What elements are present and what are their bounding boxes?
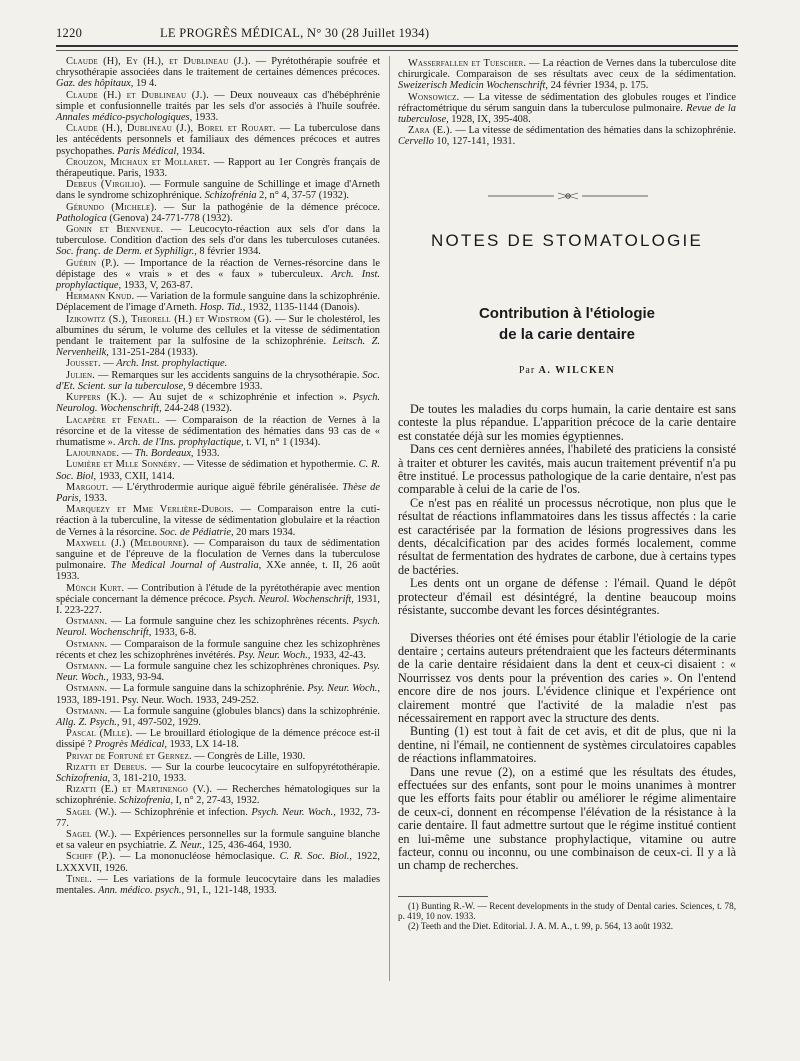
page-number: 1220: [56, 26, 83, 40]
reference-authors: Margout.: [66, 481, 109, 493]
reference-entry: [398, 125, 736, 147]
reference-title: — Rapport au 1er Congrès français de thérapeutique. Paris, 1933.: [56, 156, 380, 180]
article-body: [398, 403, 736, 873]
reference-details: 1922, LXXXVII, 1926.: [56, 851, 380, 874]
reference-title: — La formule sanguine chez les schizophrènes récents.: [107, 616, 353, 628]
reference-entry: [56, 829, 380, 851]
reference-title: — Schizophrénie et infection.: [117, 806, 252, 818]
reference-details: 1933, 42-43.: [310, 649, 366, 661]
reference-details: (Genova) 24-771-778 (1932).: [106, 212, 233, 224]
reference-authors: Izikowitz (S.), Theorell (H.) et Widstrom (G).: [66, 313, 272, 325]
reference-source: Soc. de Pédiatrie,: [159, 526, 234, 538]
reference-source: Annales médico-psychologiques,: [56, 112, 193, 124]
reference-entry: [56, 224, 380, 258]
reference-source: Psych. Neurolog. Wochenschrift,: [56, 392, 380, 415]
reference-details: 9 décembre 1933.: [185, 380, 263, 392]
reference-title: — Les variations de la formule leucocytaire dans les maladies mentales.: [56, 873, 380, 897]
left-column-references: [56, 56, 380, 896]
page-header: [56, 26, 746, 42]
reference-authors: Crouzon, Michaux et Mollaret.: [66, 156, 211, 168]
reference-source: Psych. Neur. Woch.,: [251, 806, 336, 818]
reference-details: I, n° 2, 27-43, 1932.: [173, 795, 260, 807]
reference-authors: Ostmann.: [66, 616, 108, 628]
reference-entry: [56, 90, 380, 124]
reference-authors: Claude (H), Ey (H.), et Dublineau (J.).: [66, 56, 251, 67]
reference-details: 1932, 1135-1144 (Danois).: [245, 302, 360, 314]
article-paragraph: Les dents ont un organe de défense : l'émail. Quand le dépôt protecteur d'émail est désintégré, la dentine beaucoup moins résistante, succombe devant les forces désintégrantes.: [398, 576, 736, 618]
reference-entry: [56, 639, 380, 661]
reference-authors: Kuppers (K.).: [66, 392, 128, 404]
reference-source: Psych. Neurol. Wochenschrift,: [228, 593, 354, 605]
reference-entry: [56, 616, 380, 638]
reference-authors: Ostmann.: [66, 660, 108, 672]
reference-source: Soc. d'Et. Scient. sur la tuberculose,: [56, 369, 380, 392]
reference-entry: [56, 762, 380, 784]
paragraph-gap: [398, 618, 736, 632]
reference-title: — Le brouillard étiologique de la démence précoce est-il dissipé ?: [56, 728, 380, 751]
reference-details: 1928, IX, 395-408.: [448, 114, 531, 126]
reference-title: —: [100, 358, 117, 370]
reference-entry: [56, 358, 380, 369]
reference-authors: Gérundo (Michele).: [66, 201, 157, 213]
reference-entry: [56, 807, 380, 829]
reference-source: Psy. Neur. Woch.,: [56, 660, 380, 684]
reference-source: Progrès Médical,: [94, 739, 168, 751]
reference-authors: Ostmann.: [66, 705, 108, 717]
reference-authors: Rizatti (E.) et Martinengo (V.).: [66, 784, 213, 796]
reference-entry: [56, 459, 380, 481]
footnote: (2) Teeth and the Diet. Editorial. J. A. M. A., t. 99, p. 564, 13 août 1932.: [408, 921, 674, 932]
reference-details: 8 février 1934.: [196, 246, 261, 258]
reference-details: 10, 127-141, 1931.: [433, 136, 516, 148]
reference-title: — Formule sanguine de Schillinge et image d'Arneth dans le syndrome schizophrénique.: [56, 179, 380, 202]
reference-details: 1931, I. 223-227.: [56, 593, 381, 616]
reference-title: — Remarques sur les accidents sanguins de la chrysothérapie.: [95, 369, 363, 381]
reference-authors: Jousset.: [66, 358, 101, 370]
reference-title: — Comparaison de la formule sanguine chez les schizophrènes récents et chez les schizophrènes invétérés.: [56, 638, 380, 661]
reference-title: — La tuberculose dans les antécédents personnels et familiaux des démences précoces et autres psychopathes.: [56, 123, 381, 157]
article-title: [398, 303, 736, 345]
ornament-divider: [488, 191, 648, 201]
reference-entry: [56, 258, 380, 292]
reference-authors: Schiff (P.).: [66, 851, 116, 863]
reference-details: 91, I., 121-148, 1933.: [184, 885, 277, 897]
reference-source: Arch. de l'Ins. prophylactique,: [118, 436, 244, 448]
reference-title: — Sur la pathogénie de la démence précoce.: [156, 201, 380, 213]
reference-authors: Claude (H.), Dublineau (J.), Borel et Rouart.: [66, 123, 276, 135]
reference-entry: [56, 314, 380, 359]
reference-entry: [56, 370, 380, 392]
reference-source: Gaz. des hôpitaux,: [56, 78, 134, 90]
reference-authors: Claude (H.) et Dublineau (J.).: [66, 89, 209, 101]
reference-title: — Pyrétothérapie soufrée et chrysothérapie associées dans le traitement de certaines démences précoces.: [56, 56, 380, 79]
reference-title: — La formule sanguine (globules blancs) dans la schizophrénie.: [107, 705, 380, 717]
reference-title: — Expériences personnelles sur la formule sanguine blanche et sa valeur en psychiatrie.: [56, 829, 380, 852]
reference-details: XXe année, t. II, 26 août 1933.: [56, 560, 380, 583]
reference-authors: Tinel.: [66, 873, 93, 885]
author-name: A. WILCKEN: [538, 365, 616, 376]
reference-details: 1934.: [178, 145, 205, 157]
reference-details: 125, 436-464, 1930.: [204, 840, 292, 852]
reference-source: Ann. médico. psych.,: [98, 885, 185, 897]
reference-details: 131-251-284 (1933).: [108, 347, 198, 359]
footnote: (1) Bunting R.-W. — Recent developments in the study of Dental caries. Sciences, t. 78, p. 419, 10 nov. 1933.: [398, 901, 736, 922]
reference-entry: [56, 784, 380, 806]
reference-source: Schizofrenia,: [56, 773, 111, 784]
reference-title: — Sur le cholestérol, les albumines du sérum, le volume des cellules et la vitesse de sédimentation pendant le traitement par la sulfosine de la schizophrénie.: [56, 313, 380, 348]
reference-authors: Guérin (P.).: [66, 257, 120, 269]
reference-details: 1932, 73-77.: [56, 806, 380, 829]
reference-title: — Vitesse de sédimation et hypothermie.: [180, 459, 359, 471]
reference-details: 1933.: [81, 492, 108, 504]
reference-title: — La mononucléose hémoclasique.: [115, 851, 280, 863]
reference-entry: [56, 683, 380, 705]
reference-authors: Ostmann.: [66, 683, 108, 695]
reference-authors: Lacapère et Fenaël.: [66, 414, 160, 426]
reference-authors: Julien.: [66, 369, 96, 381]
reference-entry: [56, 583, 380, 617]
reference-details: 1933.: [192, 112, 219, 124]
reference-authors: Marquezy et Mme Verlière-Dubois.: [66, 504, 234, 516]
reference-source: Soc. franç. de Derm. et Syphiligr.,: [56, 246, 197, 258]
reference-title: — Congrès de Lille, 1930.: [191, 750, 306, 762]
footnote-rule: [398, 896, 488, 897]
reference-source: Psy. Neur. Woch.,: [307, 683, 380, 695]
reference-source: Arch. Inst. prophylactique.: [116, 358, 228, 370]
reference-entry: [56, 157, 380, 179]
reference-entry: [56, 392, 380, 414]
reference-title: — Variation de la formule sanguine dans la schizophrénie. Déplacement de l'image d'Arneth.: [56, 291, 380, 314]
reference-title: — Contribution à l'étude de la pyrétothérapie avec mention spéciale concernant la démence précoce.: [56, 582, 380, 605]
column-divider: [389, 56, 390, 981]
article-paragraph: Ce n'est pas en réalité un processus nécrotique, non plus que le résultat de réactions inflammatoires dans les tissus affectés : la carie est caractérisée par la formation de lésions progressives dans les dents, décalcification par des acides formés localement, comme résultat de fermentation des hydrates de carbone, due à certains types de bactéries.: [398, 495, 736, 577]
reference-source: Cervello: [398, 136, 434, 148]
article-paragraph: Dans ces cent dernières années, l'habileté des praticiens la consisté à traiter et obturer les cavités, mais aucun traitement préventif n'a pu être institué. Le processus pathologique de la carie dentaire, n'est pas comparable à celui de la carie de l'os.: [398, 442, 736, 497]
reference-entry: [56, 751, 380, 762]
running-title: LE PROGRÈS MÉDICAL, N° 30 (28 Juillet 1934): [160, 26, 430, 40]
reference-title: — L'érythrodermie aurique aiguë fébrile généralisée.: [108, 481, 343, 493]
reference-source: C. R. Soc. Biol,: [56, 459, 380, 482]
reference-entry: [56, 661, 380, 683]
article-paragraph: De toutes les maladies du corps humain, la carie dentaire est sans conteste la plus répandue. L'apparition précoce de la carie dentaire est constatée déjà sur les momies égyptiennes.: [398, 402, 736, 443]
byline-prefix: Par: [518, 365, 536, 376]
reference-entry: [56, 482, 380, 504]
reference-authors: Debeus (Virgilio).: [66, 179, 147, 191]
reference-title: — Au sujet de « schizophrénie et infection ».: [127, 392, 353, 404]
reference-authors: Rizatti et Debeus.: [66, 761, 148, 773]
reference-authors: Lajournade.: [66, 448, 120, 460]
reference-source: Th. Bordeaux,: [134, 448, 194, 460]
reference-source: Leitsch. Z. Nervenheilk,: [56, 336, 380, 359]
reference-source: Schizofrenia,: [118, 795, 174, 807]
reference-title: — La vitesse de sédimentation des globules rouges et l'indice réfractométrique du sérum sanguin dans la tuberculose pulmonaire.: [398, 91, 736, 114]
reference-details: 244-248 (1932).: [161, 403, 232, 415]
reference-entry: [56, 706, 380, 728]
article-paragraph: Dans une revue (2), on a estimé que les résultats des études, effectuées sur des enfants, sont pour le moins unanimes à montrer que les efforts faits pour établir ou améliorer le régime alimentaire de ceux-ci, donnent en récompense l'élévation de la résistance à la carie dentaire. Il faut admettre surtout que le régime institué contient en lui-même une substance prophylactique, vitamine ou autre facteur, connu ou inconnu, ou une combinaison de ceux-ci. Il y a là un champ de recherches.: [398, 764, 736, 873]
reference-source: Paris Médical,: [117, 145, 179, 157]
reference-title: — La réaction de Vernes dans la tuberculose dite chirurgicale. Comparaison de ses résultats avec ceux de la sédimentation.: [398, 58, 736, 81]
reference-entry: [398, 92, 736, 126]
reference-title: — Leucocyto-réaction aux sels d'or dans la tuberculose. Condition d'action des sels d'or dans les tuberculoses cutanées.: [56, 224, 380, 247]
reference-entry: [56, 728, 380, 750]
reference-authors: Sagel (W.).: [66, 806, 118, 818]
reference-title: — Comparaison entre la cuti-réaction à la tuberculine, la vitesse de sédimentation globulaire et la réaction de Vernes à la résorcine.: [56, 504, 381, 538]
reference-title: — Deux nouveaux cas d'hébéphrénie simple et confusionnelle traités par les sels d'or associés à l'huile soufrée.: [56, 89, 380, 112]
section-heading: NOTES DE STOMATOLOGIE: [431, 231, 703, 250]
reference-authors: Sagel (W.).: [66, 829, 118, 841]
reference-details: 2, n° 4, 37-57 (1932).: [256, 190, 350, 202]
reference-source: Hosp. Tid.,: [199, 302, 246, 314]
reference-details: 1933, 6-8.: [151, 627, 197, 639]
reference-authors: Gonin et Bienvenue.: [66, 224, 164, 236]
reference-title: — Recherches hématologiques sur la schizophrénie.: [56, 784, 380, 807]
reference-title: — Comparaison du taux de sédimentation sanguine et de l'épreuve de la floculation de Vernes dans la tuberculose pulmonaire.: [56, 537, 380, 572]
reference-source: Psych. Neurol. Wochenschrift,: [56, 616, 380, 639]
reference-source: Arch. Inst. prophylactique,: [56, 268, 380, 292]
reference-details: 3, 181-210, 1933.: [110, 773, 187, 784]
reference-authors: Wonsowicz.: [408, 91, 460, 103]
reference-authors: Hermann Knud.: [66, 291, 135, 303]
reference-title: —: [119, 448, 135, 460]
reference-authors: Wasserfallen et Tuescher.: [408, 58, 527, 69]
reference-authors: Maxwell (J.) (Melbourne).: [66, 537, 190, 549]
reference-entry: [56, 123, 380, 157]
header-rule: [56, 45, 738, 47]
reference-entry: [56, 202, 380, 224]
reference-details: 91, 497-502, 1929.: [119, 716, 201, 728]
article-title-line-1: Contribution à l'étiologie: [478, 305, 656, 322]
reference-details: 1933.: [193, 448, 220, 460]
reference-authors: Ostmann.: [66, 638, 108, 650]
reference-entry: [56, 851, 380, 873]
reference-title: — La formule sanguine dans la schizophrénie.: [107, 683, 308, 695]
reference-source: Z. Neur.,: [169, 840, 205, 852]
footnotes: [398, 901, 736, 932]
reference-details: 19 4.: [133, 78, 157, 90]
reference-source: C. R. Soc. Biol.,: [279, 851, 352, 863]
right-column-references: [398, 58, 736, 148]
reference-authors: Zara (E.).: [408, 125, 453, 137]
reference-entry: [56, 56, 380, 90]
reference-entry: [56, 448, 380, 459]
reference-source: Thèse de Paris,: [56, 481, 380, 504]
reference-entry: [56, 179, 380, 201]
reference-title: — Sur la courbe leucocytaire en sulfopyrétothérapie.: [147, 761, 380, 773]
reference-source: Schizofrénia: [204, 190, 257, 202]
reference-entry: [56, 874, 380, 896]
header-rule-thin: [56, 50, 738, 51]
reference-title: — Importance de la réaction de Vernes-résorcine dans le dépistage des « vrais » et des « faux » tuberculeux.: [56, 257, 380, 280]
reference-source: Allg. Z. Psych.,: [56, 716, 120, 728]
reference-source: Sweizerisch Medicin Wochenschrift,: [398, 80, 548, 92]
reference-details: 1933, V, 263-87.: [121, 280, 193, 292]
reference-entry: [56, 538, 380, 583]
reference-entry: [56, 291, 380, 313]
reference-authors: Privat de Fortuné et Gernez.: [66, 750, 192, 762]
reference-details: t. VI, n° 1 (1934).: [243, 436, 321, 448]
reference-entry: [56, 415, 380, 449]
reference-details: 20 mars 1934.: [233, 526, 296, 538]
reference-source: Psy. Neur. Woch.,: [238, 649, 311, 661]
reference-details: 1933, 189-191. Psy. Neur. Woch. 1933, 249-252.: [56, 694, 259, 706]
reference-title: — La vitesse de sédimentation des hématies dans la schizophrénie.: [452, 125, 736, 137]
reference-authors: Münch Kurt.: [66, 582, 125, 594]
reference-title: — Comparaison de la réaction de Vernes à la résorcine et de la vitesse de sédimentation des hématies dans 93 cas de « rhumatisme ».: [56, 414, 380, 448]
reference-details: 1933, LX 14-18.: [167, 739, 239, 751]
article-title-line-2: de la carie dentaire: [499, 326, 635, 343]
reference-details: 1933, CXII, 1414.: [96, 470, 175, 482]
reference-source: Revue de la tuberculose,: [398, 102, 736, 126]
reference-entry: [398, 58, 736, 92]
reference-source: The Medical Journal of Australia,: [110, 560, 262, 572]
reference-entry: [56, 504, 380, 538]
reference-details: 24 février 1934, p. 175.: [547, 80, 649, 92]
reference-title: — La formule sanguine chez les schizophrènes chroniques.: [107, 660, 363, 672]
article-paragraph: Bunting (1) est tout à fait de cet avis, et dit de plus, que ni la dentine, ni l'émail, ne contiennent de systèmes circulatoires capables de réactions inflammatoires.: [398, 724, 736, 766]
reference-source: Pathologica: [56, 212, 107, 224]
reference-authors: Lumière et Mlle Sonnéry.: [66, 459, 181, 471]
reference-details: 1933, 93-94.: [108, 672, 165, 684]
reference-authors: Pascal (Mlle).: [66, 728, 133, 740]
article-byline: [398, 365, 736, 376]
article-paragraph: Diverses théories ont été émises pour établir l'étiologie de la carie dentaire ; certains auteurs prétendraient que les facteurs déterminants de la carie dentaire résidaient dans la dent et ceux-ci disaient : « Nourrissez vos dents pour la prévention des caries ». On l'entend encore dire de nos jours. L'évidence clinique et l'expérience ont clairement montré que l'activité de la maladie n'est pas nécessairement en rapport avec la structure des dents.: [398, 630, 736, 725]
